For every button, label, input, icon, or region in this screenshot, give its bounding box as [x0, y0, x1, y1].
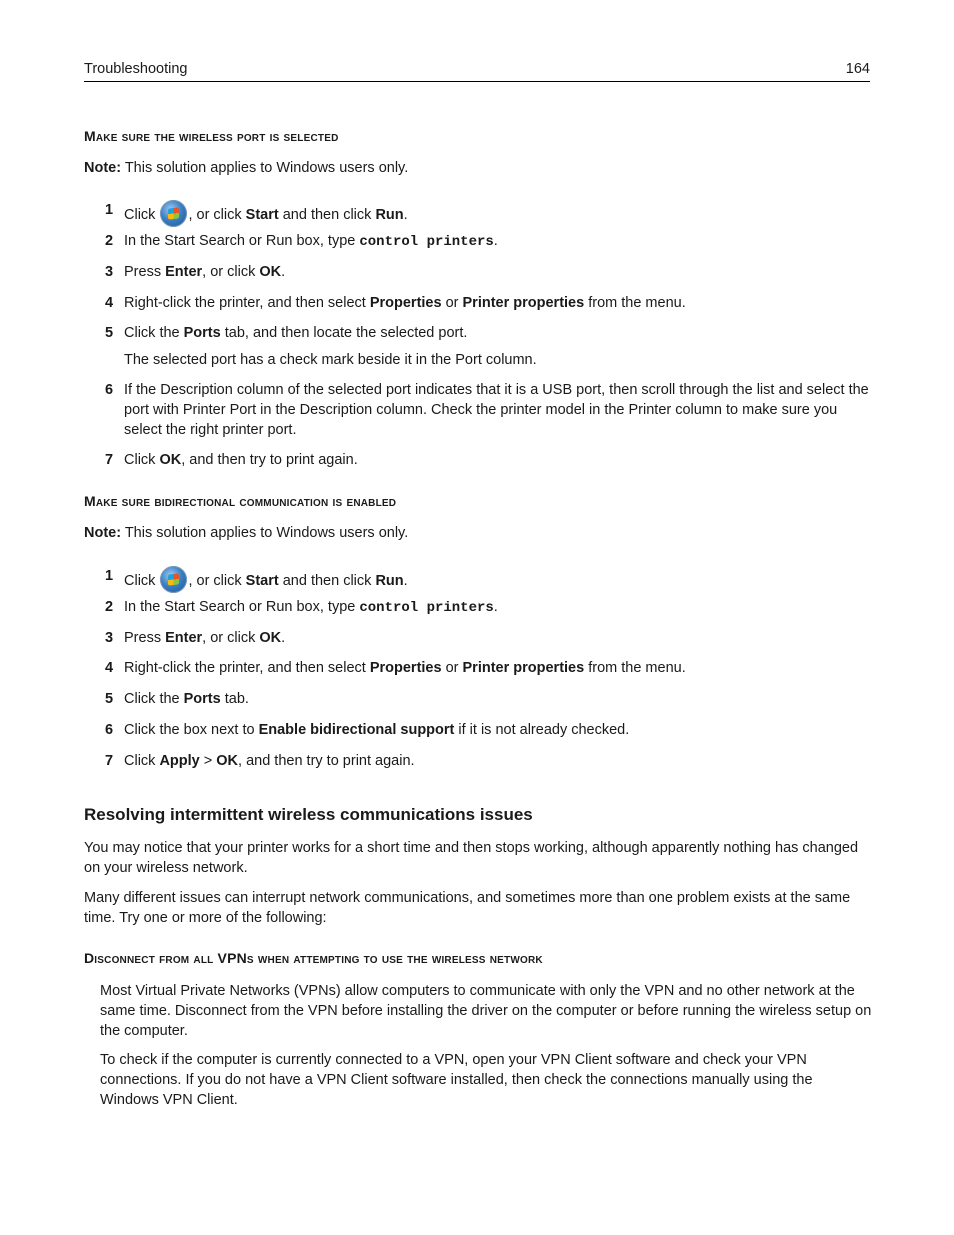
- note: [84, 525, 408, 541]
- step-text: Click the box next to Enable bidirectional support if it is not already checked.: [124, 722, 630, 738]
- step-number: 1: [105, 202, 114, 218]
- step-text: Right-click the printer, and then select Properties or Printer properties from the menu.: [124, 295, 686, 311]
- step-text: If the Description column of the selected port indicates that it is a USB port, then scroll through the list and select the port with Printer Port in the Description column. Check the printer model in the Printer column to make sure you select the right printer port.: [124, 382, 869, 438]
- note-text: This solution applies to Windows users only.: [121, 525, 409, 541]
- step-text: In the Start Search or Run box, type control printers.: [124, 599, 498, 616]
- code-text: control printers: [359, 600, 494, 616]
- step-number: 1: [105, 568, 114, 584]
- section-heading-intermittent: Resolving intermittent wireless communications issues: [84, 805, 533, 824]
- step-number: 4: [105, 295, 114, 311]
- step-number: 3: [105, 264, 114, 280]
- note-label: Note:: [84, 525, 122, 541]
- code-text: control printers: [359, 234, 494, 250]
- step-text: Click , or click Start and then click Run.: [124, 566, 870, 593]
- step-number: 7: [105, 753, 114, 769]
- step-text: Press Enter, or click OK.: [124, 630, 286, 646]
- windows-start-icon: [160, 200, 187, 227]
- step-number: 6: [105, 382, 114, 398]
- step-number: 2: [105, 233, 114, 249]
- step-number: 5: [105, 691, 114, 707]
- step-number: 2: [105, 599, 114, 615]
- step-text: Click the Ports tab, and then locate the selected port.: [124, 325, 468, 341]
- step-number: 6: [105, 722, 114, 738]
- paragraph: Many different issues can interrupt network communications, and sometimes more than one problem exists at the same time. Try one or more of the following:: [84, 890, 851, 926]
- step-text: Click OK, and then try to print again.: [124, 452, 358, 468]
- paragraph: To check if the computer is currently connected to a VPN, open your VPN Client software and check your VPN connections. If you do not have a VPN Client software installed, then check the connections manually using the Windows VPN Client.: [100, 1052, 813, 1108]
- step-number: 5: [105, 325, 114, 341]
- step-text: Click Apply > OK, and then try to print again.: [124, 753, 415, 769]
- note-label: Note:: [84, 160, 122, 176]
- list-item: [84, 380, 870, 440]
- windows-start-icon: [160, 566, 187, 593]
- step-number: 7: [105, 452, 114, 468]
- section-heading-bidirectional: Make sure bidirectional communication is enabled: [84, 493, 397, 509]
- step-number: 3: [105, 630, 114, 646]
- note-text: This solution applies to Windows users only.: [121, 160, 409, 176]
- subsection-heading-vpn: Disconnect from all VPNs when attempting to use the wireless network: [84, 950, 543, 966]
- step-number: 4: [105, 660, 114, 676]
- note: [84, 160, 408, 176]
- step-text: In the Start Search or Run box, type control printers.: [124, 233, 498, 250]
- step-text: Right-click the printer, and then select Properties or Printer properties from the menu.: [124, 660, 686, 676]
- step-text: Click , or click Start and then click Run.: [124, 200, 870, 227]
- header-section-title: Troubleshooting: [84, 61, 188, 77]
- paragraph: Most Virtual Private Networks (VPNs) allow computers to communicate with only the VPN and no other network at the same time. Disconnect from the VPN before installing the driver on the computer or before running the wireless setup on the computer.: [100, 983, 872, 1039]
- page-header: [84, 61, 870, 82]
- paragraph: You may notice that your printer works for a short time and then stops working, although apparently nothing has changed on your wireless network.: [84, 840, 859, 876]
- step-text: Press Enter, or click OK.: [124, 264, 286, 280]
- section-heading-wireless-port: Make sure the wireless port is selected: [84, 128, 339, 144]
- step-text: Click the Ports tab.: [124, 691, 249, 707]
- page-number: 164: [845, 61, 870, 77]
